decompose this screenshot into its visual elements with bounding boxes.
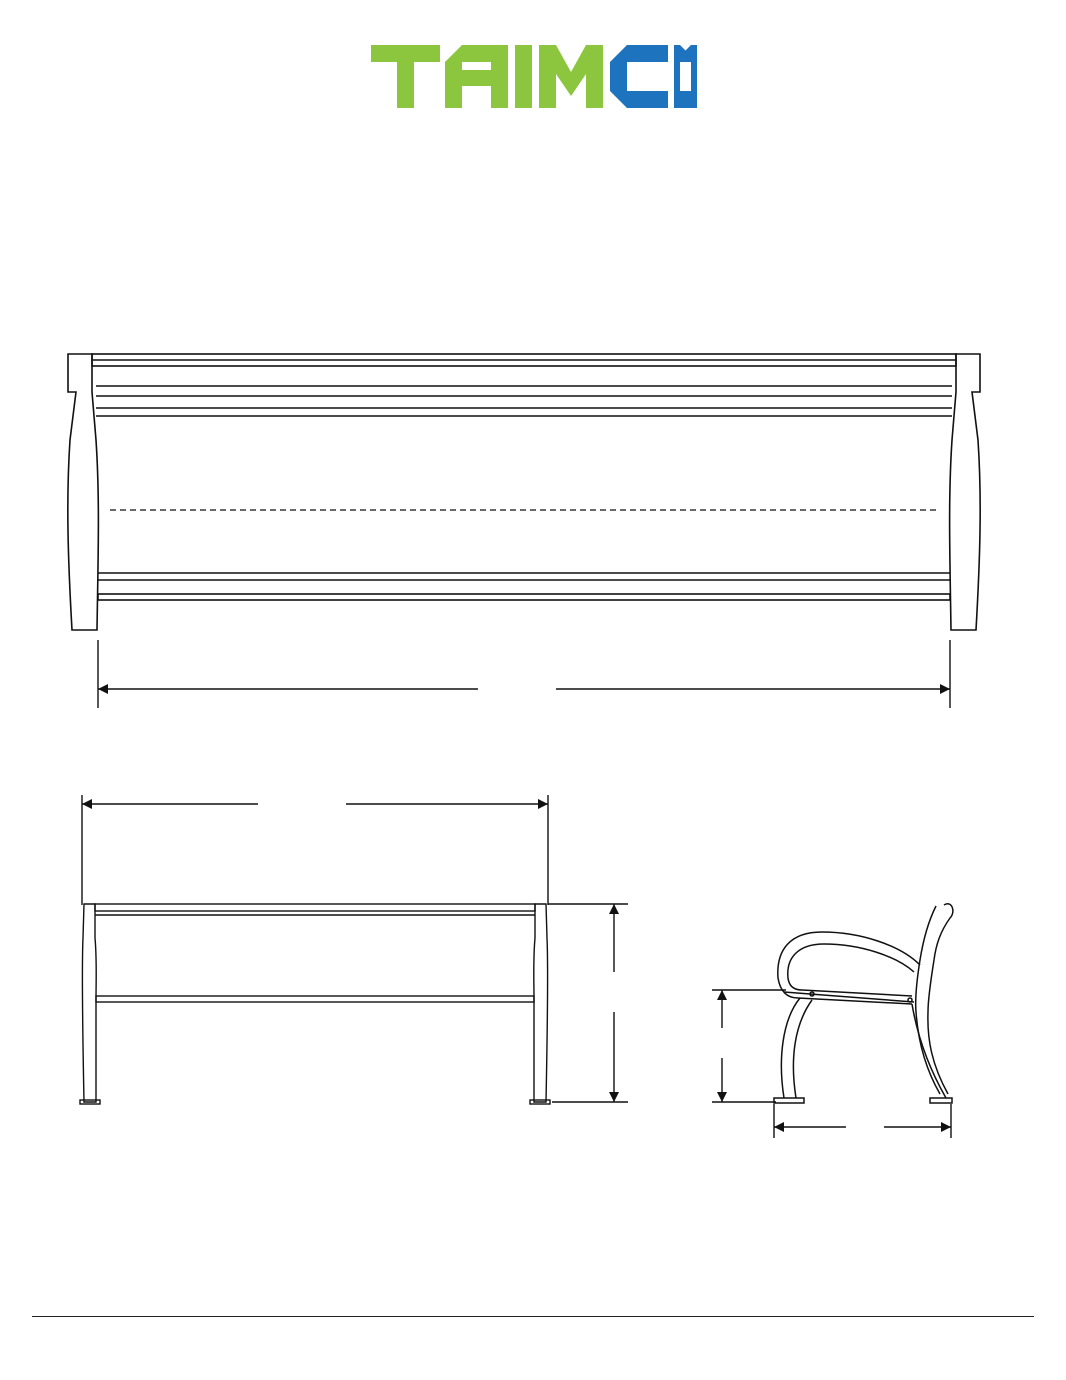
overall-length-dimension bbox=[82, 795, 548, 905]
seat-length-dimension bbox=[98, 640, 950, 708]
seat-height-dimension bbox=[712, 990, 786, 1102]
front-view-drawing bbox=[80, 904, 550, 1104]
side-view-drawing bbox=[774, 904, 953, 1103]
top-view-drawing bbox=[68, 354, 980, 630]
depth-dimension bbox=[774, 1104, 951, 1138]
overall-height-dimension bbox=[548, 904, 628, 1102]
footer-divider bbox=[32, 1316, 1034, 1317]
